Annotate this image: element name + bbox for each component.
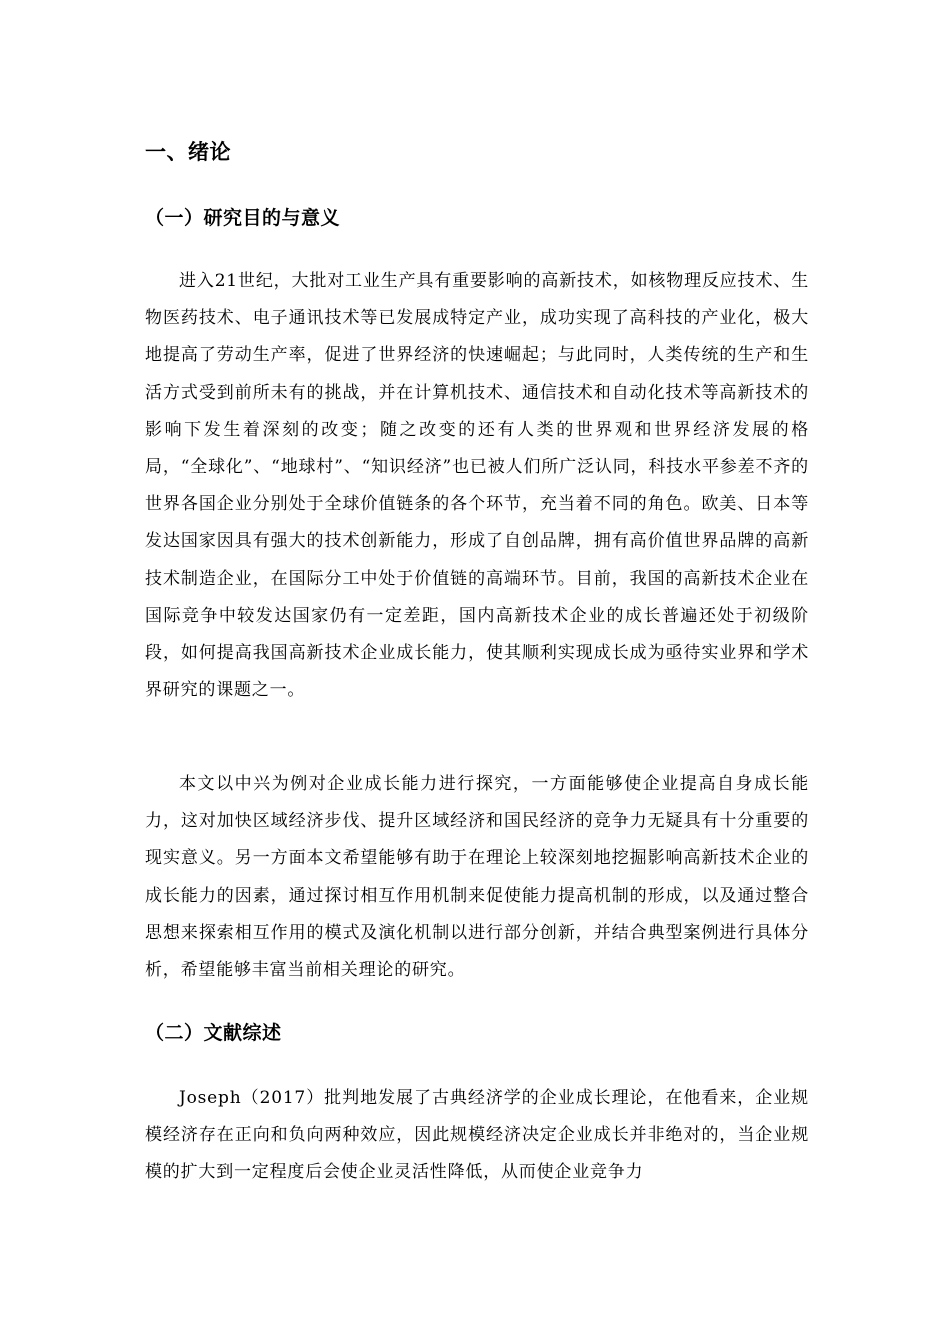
section-title-research-purpose: （一）研究目的与意义 — [145, 207, 341, 229]
section-title-literature-review: （二）文献综述 — [145, 1022, 282, 1044]
paragraph-significance: 本文以中兴为例对企业成长能力进行探究，一方面能够使企业提高自身成长能力，这对加快区域经济步伐、提升区域经济和国民经济的竞争力无疑具有十分重要的现实意义。另一方面本文希望能够有助于在理论上较深刻地挖掘影响高新技术企业的成长能力的因素，通过探讨相互作用机制来促使能力提高机制的形成，以及通过整合思想来探索相互作用的模式及演化机制以进行部分创新，并结合典型案例进行具体分析，希望能够丰富当前相关理论的研究。 — [145, 774, 809, 981]
chapter-title: 一、绪论 — [145, 140, 231, 164]
paragraph-literature-joseph: Joseph（2017）批判地发展了古典经济学的企业成长理论，在他看来，企业规模经济存在正向和负向两种效应，因此规模经济决定企业成长并非绝对的，当企业规模的扩大到一定程度后会使企业灵活性降低，从而使企业竞争力 — [145, 1088, 809, 1183]
paragraph-background: 进入21世纪，大批对工业生产具有重要影响的高新技术，如核物理反应技术、生物医药技术、电子通讯技术等已发展成特定产业，成功实现了高科技的产业化，极大地提高了劳动生产率，促进了世界经济的快速崛起；与此同时，人类传统的生产和生活方式受到前所未有的挑战，并在计算机技术、通信技术和自动化技术等高新技术的影响下发生着深刻的改变；随之改变的还有人类的世界观和世界经济发展的格局，“全球化”、“地球村”、“知识经济”也已被人们所广泛认同，科技水平参差不齐的世界各国企业分别处于全球价值链条的各个环节，充当着不同的角色。欧美、日本等发达国家因具有强大的技术创新能力，形成了自创品牌，拥有高价值世界品牌的高新技术制造企业，在国际分工中处于价值链的高端环节。目前，我国的高新技术企业在国际竞争中较发达国家仍有一定差距，国内高新技术企业的成长普遍还处于初级阶段，如何提高我国高新技术企业成长能力，使其顺利实现成长成为亟待实业界和学术界研究的课题之一。 — [145, 271, 809, 701]
